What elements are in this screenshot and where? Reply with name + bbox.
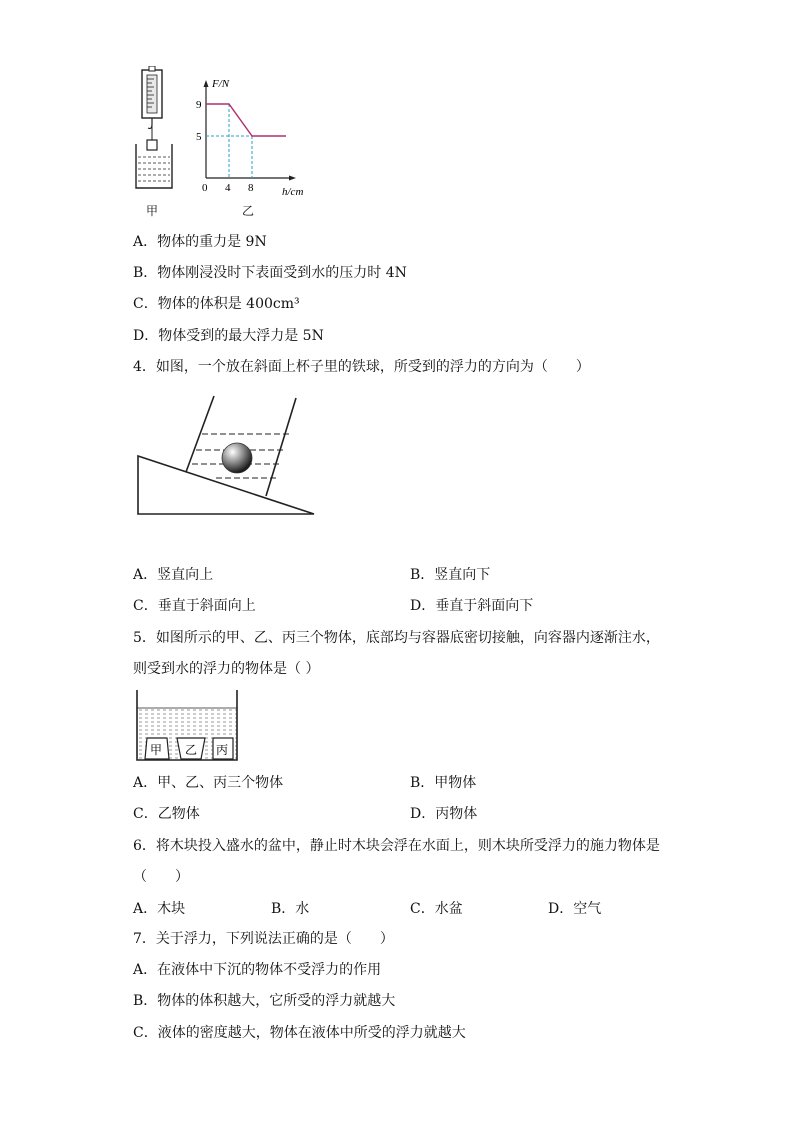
q4-option-a: A．竖直向上 bbox=[133, 567, 214, 583]
x-tick-0: 0 bbox=[202, 182, 208, 194]
incline-cup-figure bbox=[134, 392, 320, 520]
figure-label-yi: 乙 bbox=[242, 204, 255, 218]
spring-scale-figure bbox=[128, 66, 188, 196]
q6-option-b: B．水 bbox=[271, 901, 310, 917]
q6-stem-line2: （ ） bbox=[133, 869, 189, 885]
q4-option-b: B．竖直向下 bbox=[410, 567, 491, 583]
q5-option-a: A．甲、乙、丙三个物体 bbox=[133, 775, 284, 791]
figure-label-jia: 甲 bbox=[146, 204, 159, 218]
q6-option-a: A．木块 bbox=[133, 901, 186, 917]
object-jia-label: 甲 bbox=[150, 743, 163, 757]
q5-stem-line2: 则受到水的浮力的物体是（ ） bbox=[133, 661, 320, 677]
q3-option-d: D．物体受到的最大浮力是 5N bbox=[133, 328, 324, 344]
q4-option-d: D．垂直于斜面向下 bbox=[410, 598, 534, 614]
q6-option-d: D．空气 bbox=[548, 901, 602, 917]
q4-stem: 4．如图，一个放在斜面上杯子里的铁球，所受到的浮力的方向为（ ） bbox=[133, 359, 590, 375]
q3-option-a: A．物体的重力是 9N bbox=[133, 234, 267, 250]
q7-stem: 7．关于浮力，下列说法正确的是（ ） bbox=[133, 931, 394, 947]
x-tick-8: 8 bbox=[248, 182, 254, 194]
force-depth-graph bbox=[194, 74, 320, 198]
object-yi-label: 乙 bbox=[185, 743, 198, 757]
object-bing-label: 丙 bbox=[216, 743, 229, 757]
x-tick-4: 4 bbox=[225, 182, 231, 194]
q5-option-b: B．甲物体 bbox=[410, 775, 477, 791]
y-tick-5: 5 bbox=[196, 131, 202, 143]
q5-option-d: D．丙物体 bbox=[410, 806, 478, 822]
q7-option-c: C．液体的密度越大，物体在液体中所受的浮力就越大 bbox=[133, 1025, 466, 1041]
y-axis-label: F/N bbox=[212, 78, 230, 90]
q3-option-c: C．物体的体积是 400cm³ bbox=[133, 296, 300, 312]
container-objects-figure bbox=[133, 688, 243, 764]
q6-option-c: C．水盆 bbox=[410, 901, 463, 917]
q3-option-b: B．物体刚浸没时下表面受到水的压力时 4N bbox=[133, 265, 407, 281]
q5-option-c: C．乙物体 bbox=[133, 806, 200, 822]
q4-option-c: C．垂直于斜面向上 bbox=[133, 598, 256, 614]
y-tick-9: 9 bbox=[196, 99, 202, 111]
q7-option-a: A．在液体中下沉的物体不受浮力的作用 bbox=[133, 962, 382, 978]
x-axis-label: h/cm bbox=[282, 186, 304, 198]
q5-stem-line1: 5．如图所示的甲、乙、丙三个物体，底部均与容器底密切接触，向容器内逐渐注水， bbox=[133, 630, 660, 646]
q7-option-b: B．物体的体积越大，它所受的浮力就越大 bbox=[133, 993, 396, 1009]
q6-stem-line1: 6．将木块投入盛水的盆中，静止时木块会浮在水面上，则木块所受浮力的施力物体是 bbox=[133, 838, 660, 854]
